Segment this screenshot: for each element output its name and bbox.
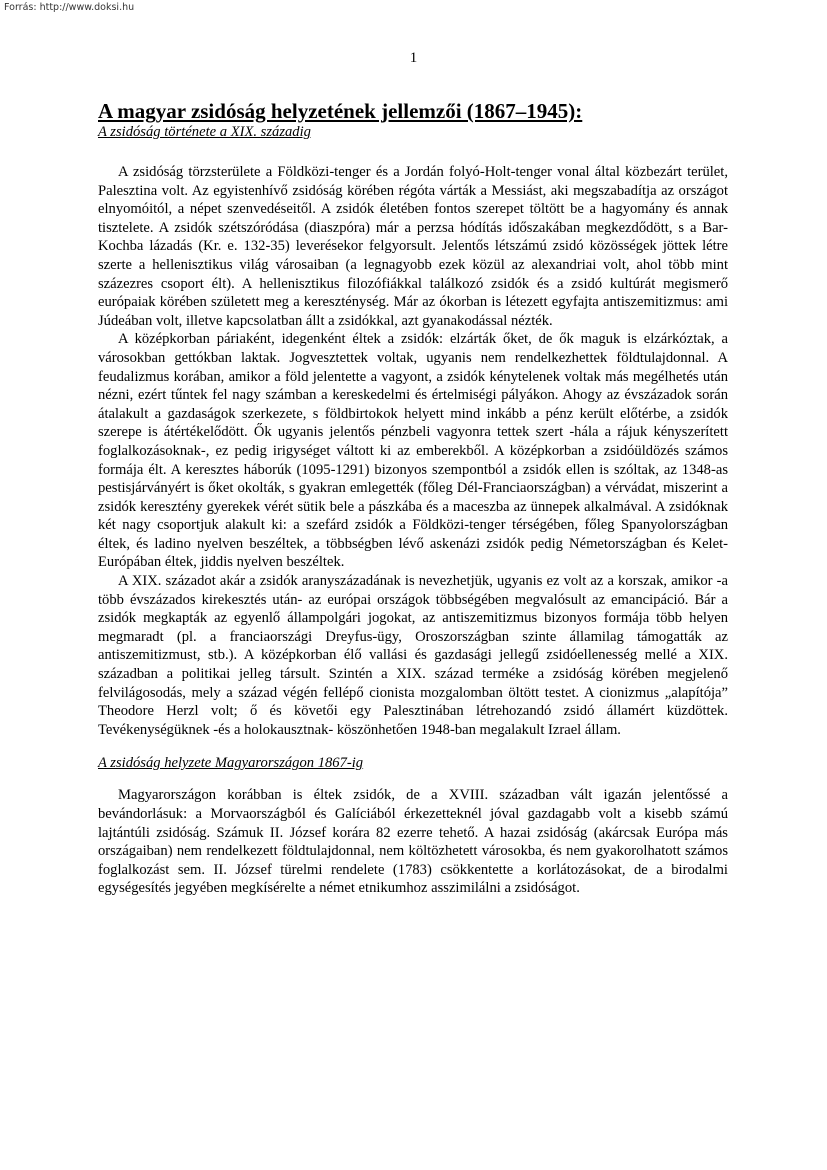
page-number: 1: [409, 50, 418, 66]
document-title: A magyar zsidóság helyzetének jellemzői (1867–1945):: [98, 99, 583, 123]
section-2-paragraph-1: Magyarországon korábban is éltek zsidók, de a XVIII. században vált igazán jelentőssé a bevándorlásuk: a Morvaországból és Galíciából érkezetteknél jóval gazdagabb volt a kisebb számú lajtántúli zsidóság. Számuk II. József korára 82 ezerre tehető. A hazai zsidóság (akárcsak Európa más országaiban) nem rendelkezett földtulajdonnal, nem költözhetett városokba, és nem gyakorolhatott számos foglalkozást sem. II. József türelmi rendelete (1783) csökkentette a korlátozásokat, de a birodalmi egységesítés jegyében megkísérelte a német etnikumhoz asszimilálni a zsidóságot.: [98, 787, 728, 897]
paragraph-3: A XIX. századot akár a zsidók aranyszázadának is nevezhetjük, ugyanis ez volt az a korszak, amikor -a több évszázados kirekesztés után- az európai országok többségében megvalósult az emancipáció. Bár a zsidók megkapták az egyenlő állampolgári jogokat, az antiszemitizmus bizonyos formája több helyen megmaradt (pl. a franciaországi Dreyfus-ügy, Oroszországban szinte államilag támogatták az antiszemitizmust, stb.). A középkorban élő vallási és gazdasági jellegű zsidóellenesség mellé a XIX. században a politikai jelleg társult. Szintén a XIX. század terméke a zsidóság körében megjelenő felvilágosodás, mely a század végén fellépő cionista mozgalomban öltött testet. A cionizmus „alapítója” Theodore Herzl volt; ő és követői egy Palesztinában létrehozandó zsidó államért küzdöttek. Tevékenységüknek -és a holokausztnak- köszönhetően 1948-ban megalakult Izrael állam.: [98, 573, 728, 738]
section-2-heading: A zsidóság helyzete Magyarországon 1867-ig: [98, 755, 364, 772]
paragraph-1: A zsidóság törzsterülete a Földközi-tenger és a Jordán folyó-Holt-tenger vonal által közbezárt terület, Palesztina volt. Az egyistenhívő zsidóság körében régóta várták a Messiást, aki megszabadítja az országot elnyomóitól, a népet szenvedéseitől. A zsidók életében fontos szerepet töltött be a hagyomány és annak tisztelete. A zsidók szétszóródása (diaszpóra) már a perzsa hódítás időszakában megkezdődött, s a Bar-Kochba lázadás (Kr. e. 132-35) leverésekor felgyorsult. Jelentős létszámú zsidó közösségek jöttek létre szerte a hellenisztikus világ városaiban (a legnagyobb ezek közül az alexandriai volt, ahol több mint százezres csoport élt). A hellenisztikus filozófiákkal találkozó zsidók és a zsidó kultúrát megismerő európaiak körében született meg a kereszténység. Már az ókorban is létezett egyfajta antiszemitizmus: ami Júdeában volt, illetve kapcsolatban állt a zsidókkal, azt gyanakodással nézték.: [98, 164, 728, 329]
spacer: [98, 141, 728, 163]
spacer: [98, 739, 728, 754]
document-body: [98, 99, 728, 898]
paragraph-2: A középkorban páriaként, idegenként éltek a zsidók: elzárták őket, de ők maguk is elzárkóztak, a városokban gettókban laktak. Jogvesztettek voltak, ugyanis nem rendelkezhettek földtulajdonnal. A feudalizmus korában, amikor a föld jelentette a vagyont, a zsidók kénytelenek voltak más megélhetés után nézni, ezért tűntek fel nagy számban a kereskedelmi és értelmiségi pályákon. Ahogy az évszázadok során átalakult a gazdaságok szerkezete, s földbirtokok helyett mind inkább a pénz került előtérbe, a zsidók szerepe is átértékelődött. Ők ugyanis jelentős pénzbeli vagyonra tettek szert -hála a rájuk kényszerített foglalkozásoknak-, ez pedig irigységet váltott ki az emberekből. A középkorban a zsidóüldözés számos formája élt. A keresztes háborúk (1095-1291) bizonyos szempontból a zsidók ellen is szóltak, az 1348-as pestisjárványért is őket okolták, s gyakran emlegették (főleg Dél-Franciaországban) a vérvádat, miszerint a zsidók keresztény gyerekek vérét sütik bele a pászkába és a maceszba az ünnepek alkalmával. A zsidóknak két nagy csoportjuk alakult ki: a szefárd zsidók a Földközi-tenger térségében, főleg Spanyolországban éltek, és ladino nyelven beszéltek, a többségben lévő askenázi zsidók pedig Németországban és Kelet-Európában éltek, jiddis nyelven beszéltek.: [98, 331, 728, 571]
spacer: [98, 772, 728, 786]
section-1-heading: A zsidóság története a XIX. századig: [98, 124, 311, 140]
source-note: Forrás: http://www.doksi.hu: [4, 2, 135, 13]
